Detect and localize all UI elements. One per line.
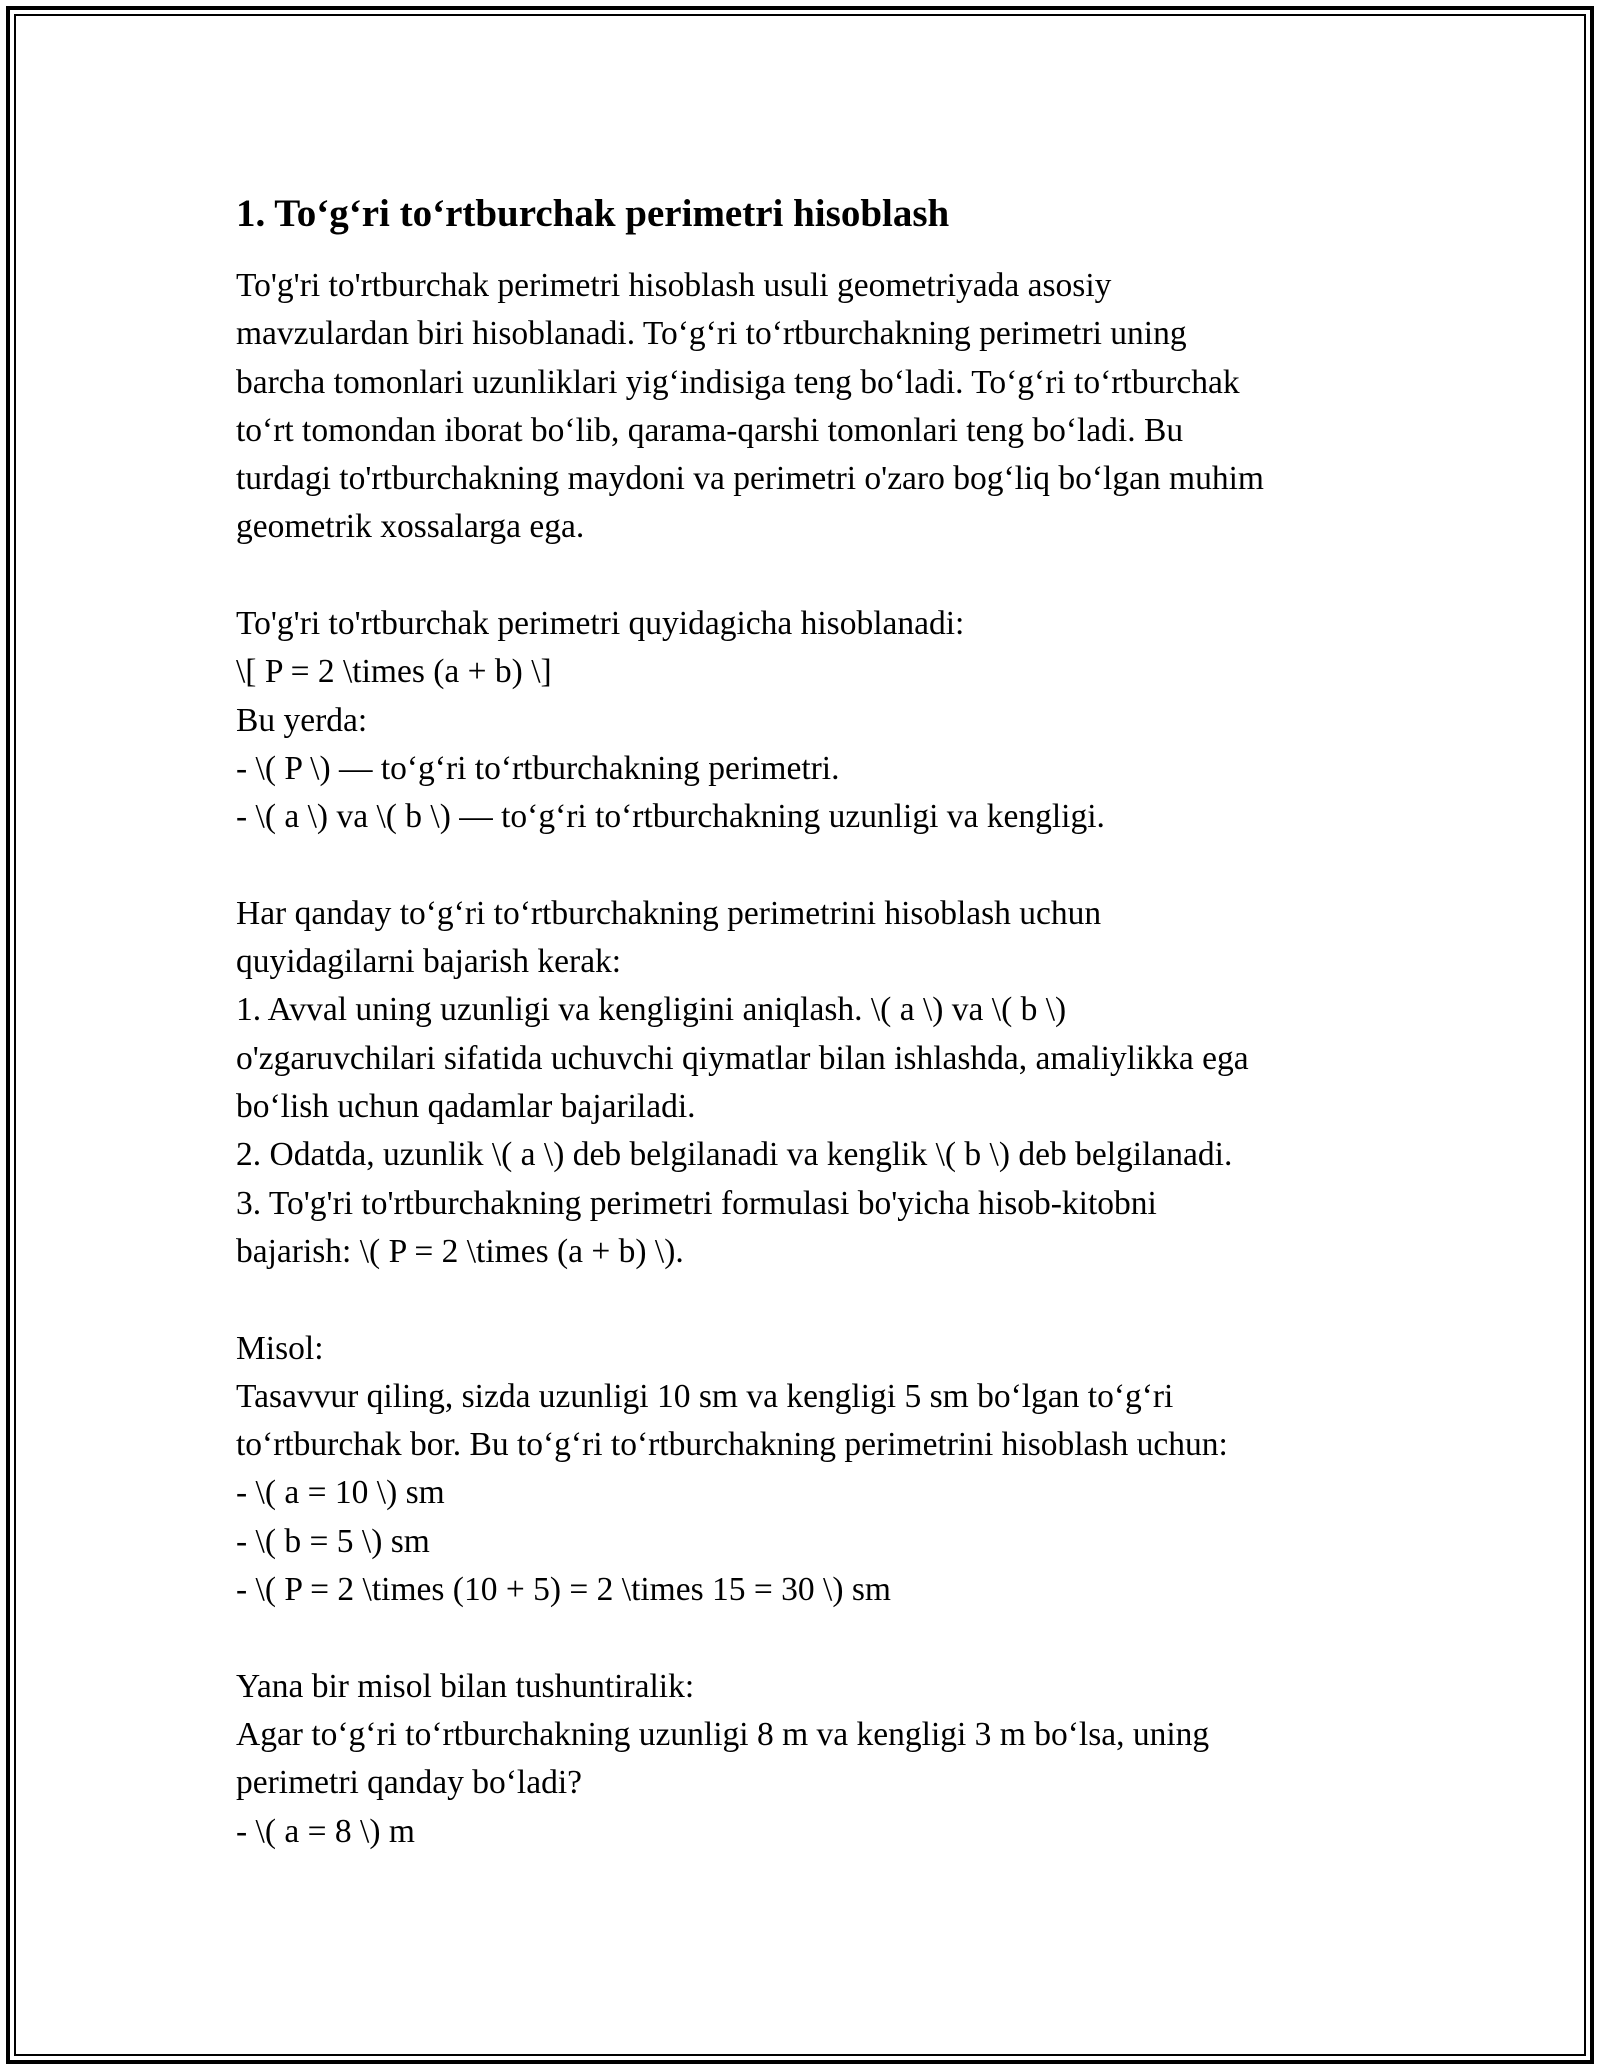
list-item: - \( a = 10 \) sm: [236, 1474, 445, 1512]
text-line: to‘rt tomondan iborat bo‘lib, qarama-qarshi tomonlari teng bo‘ladi. Bu: [236, 411, 1184, 449]
list-item: 3. To'g'ri to'rtburchakning perimetri formulasi bo'yicha hisob-kitobni: [236, 1184, 1157, 1222]
list-item: - \( a = 8 \) m: [236, 1812, 415, 1850]
text-line: To'g'ri to'rtburchak perimetri hisoblash usuli geometriyada asosiy: [236, 267, 1112, 304]
list-item: - \( P \) — to‘g‘ri to‘rtburchakning perimetri.: [236, 749, 840, 787]
text-line: barcha tomonlari uzunliklari yig‘indisiga teng bo‘ladi. To‘g‘ri to‘rtburchak: [236, 363, 1240, 401]
example-paragraph: [236, 1325, 1376, 1615]
paragraph-gap: [236, 842, 1376, 890]
list-item: 2. Odatda, uzunlik \( a \) deb belgilanadi va kenglik \( b \) deb belgilanadi.: [236, 1136, 1233, 1174]
text-line: To'g'ri to'rtburchak perimetri quyidagicha hisoblanadi:: [236, 605, 965, 643]
text-line: Yana bir misol bilan tushuntiralik:: [236, 1667, 695, 1705]
list-item: - \( b = 5 \) sm: [236, 1522, 430, 1560]
list-item: - \( a \) va \( b \) — to‘g‘ri to‘rtburchakning uzunligi va kengligi.: [236, 798, 1105, 836]
formula-paragraph: [236, 600, 1376, 841]
steps-paragraph: [236, 890, 1376, 1276]
text-line: bo‘lish uchun qadamlar bajariladi.: [236, 1088, 696, 1126]
text-line: Misol:: [236, 1329, 324, 1367]
section-heading: 1. To‘g‘ri to‘rtburchak perimetri hisoblash: [236, 192, 950, 235]
text-line: Bu yerda:: [236, 701, 368, 739]
text-line: mavzulardan biri hisoblanadi. To‘g‘ri to‘rtburchakning perimetri uning: [236, 315, 1187, 353]
list-item: - \( P = 2 \times (10 + 5) = 2 \times 15 = 30 \) sm: [236, 1571, 891, 1609]
paragraph-gap: [236, 1614, 1376, 1662]
text-line: bajarish: \( P = 2 \times (a + b) \).: [236, 1232, 684, 1270]
text-line: Har qanday to‘g‘ri to‘rtburchakning perimetrini hisoblash uchun: [236, 894, 1102, 932]
paragraph-gap: [236, 552, 1376, 600]
list-item: 1. Avval uning uzunligi va kengligini aniqlash. \( a \) va \( b \): [236, 991, 1067, 1029]
paragraph-gap: [236, 1276, 1376, 1324]
document-body: [236, 186, 1376, 1856]
text-line: perimetri qanday bo‘ladi?: [236, 1764, 583, 1802]
formula-line: \[ P = 2 \times (a + b) \]: [236, 653, 552, 691]
example2-paragraph: [236, 1663, 1376, 1856]
intro-paragraph: [236, 262, 1376, 552]
text-line: quyidagilarni bajarish kerak:: [236, 943, 622, 981]
text-line: turdagi to'rtburchakning maydoni va perimetri o'zaro bog‘liq bo‘lgan muhim: [236, 460, 1264, 498]
text-line: to‘rtburchak bor. Bu to‘g‘ri to‘rtburchakning perimetrini hisoblash uchun:: [236, 1426, 1228, 1464]
text-line: geometrik xossalarga ega.: [236, 508, 585, 546]
text-line: Agar to‘g‘ri to‘rtburchakning uzunligi 8 m va kengligi 3 m bo‘lsa, uning: [236, 1715, 1210, 1753]
text-line: Tasavvur qiling, sizda uzunligi 10 sm va kengligi 5 sm bo‘lgan to‘g‘ri: [236, 1377, 1174, 1415]
text-line: o'zgaruvchilari sifatida uchuvchi qiymatlar bilan ishlashda, amaliylikka ega: [236, 1039, 1249, 1077]
